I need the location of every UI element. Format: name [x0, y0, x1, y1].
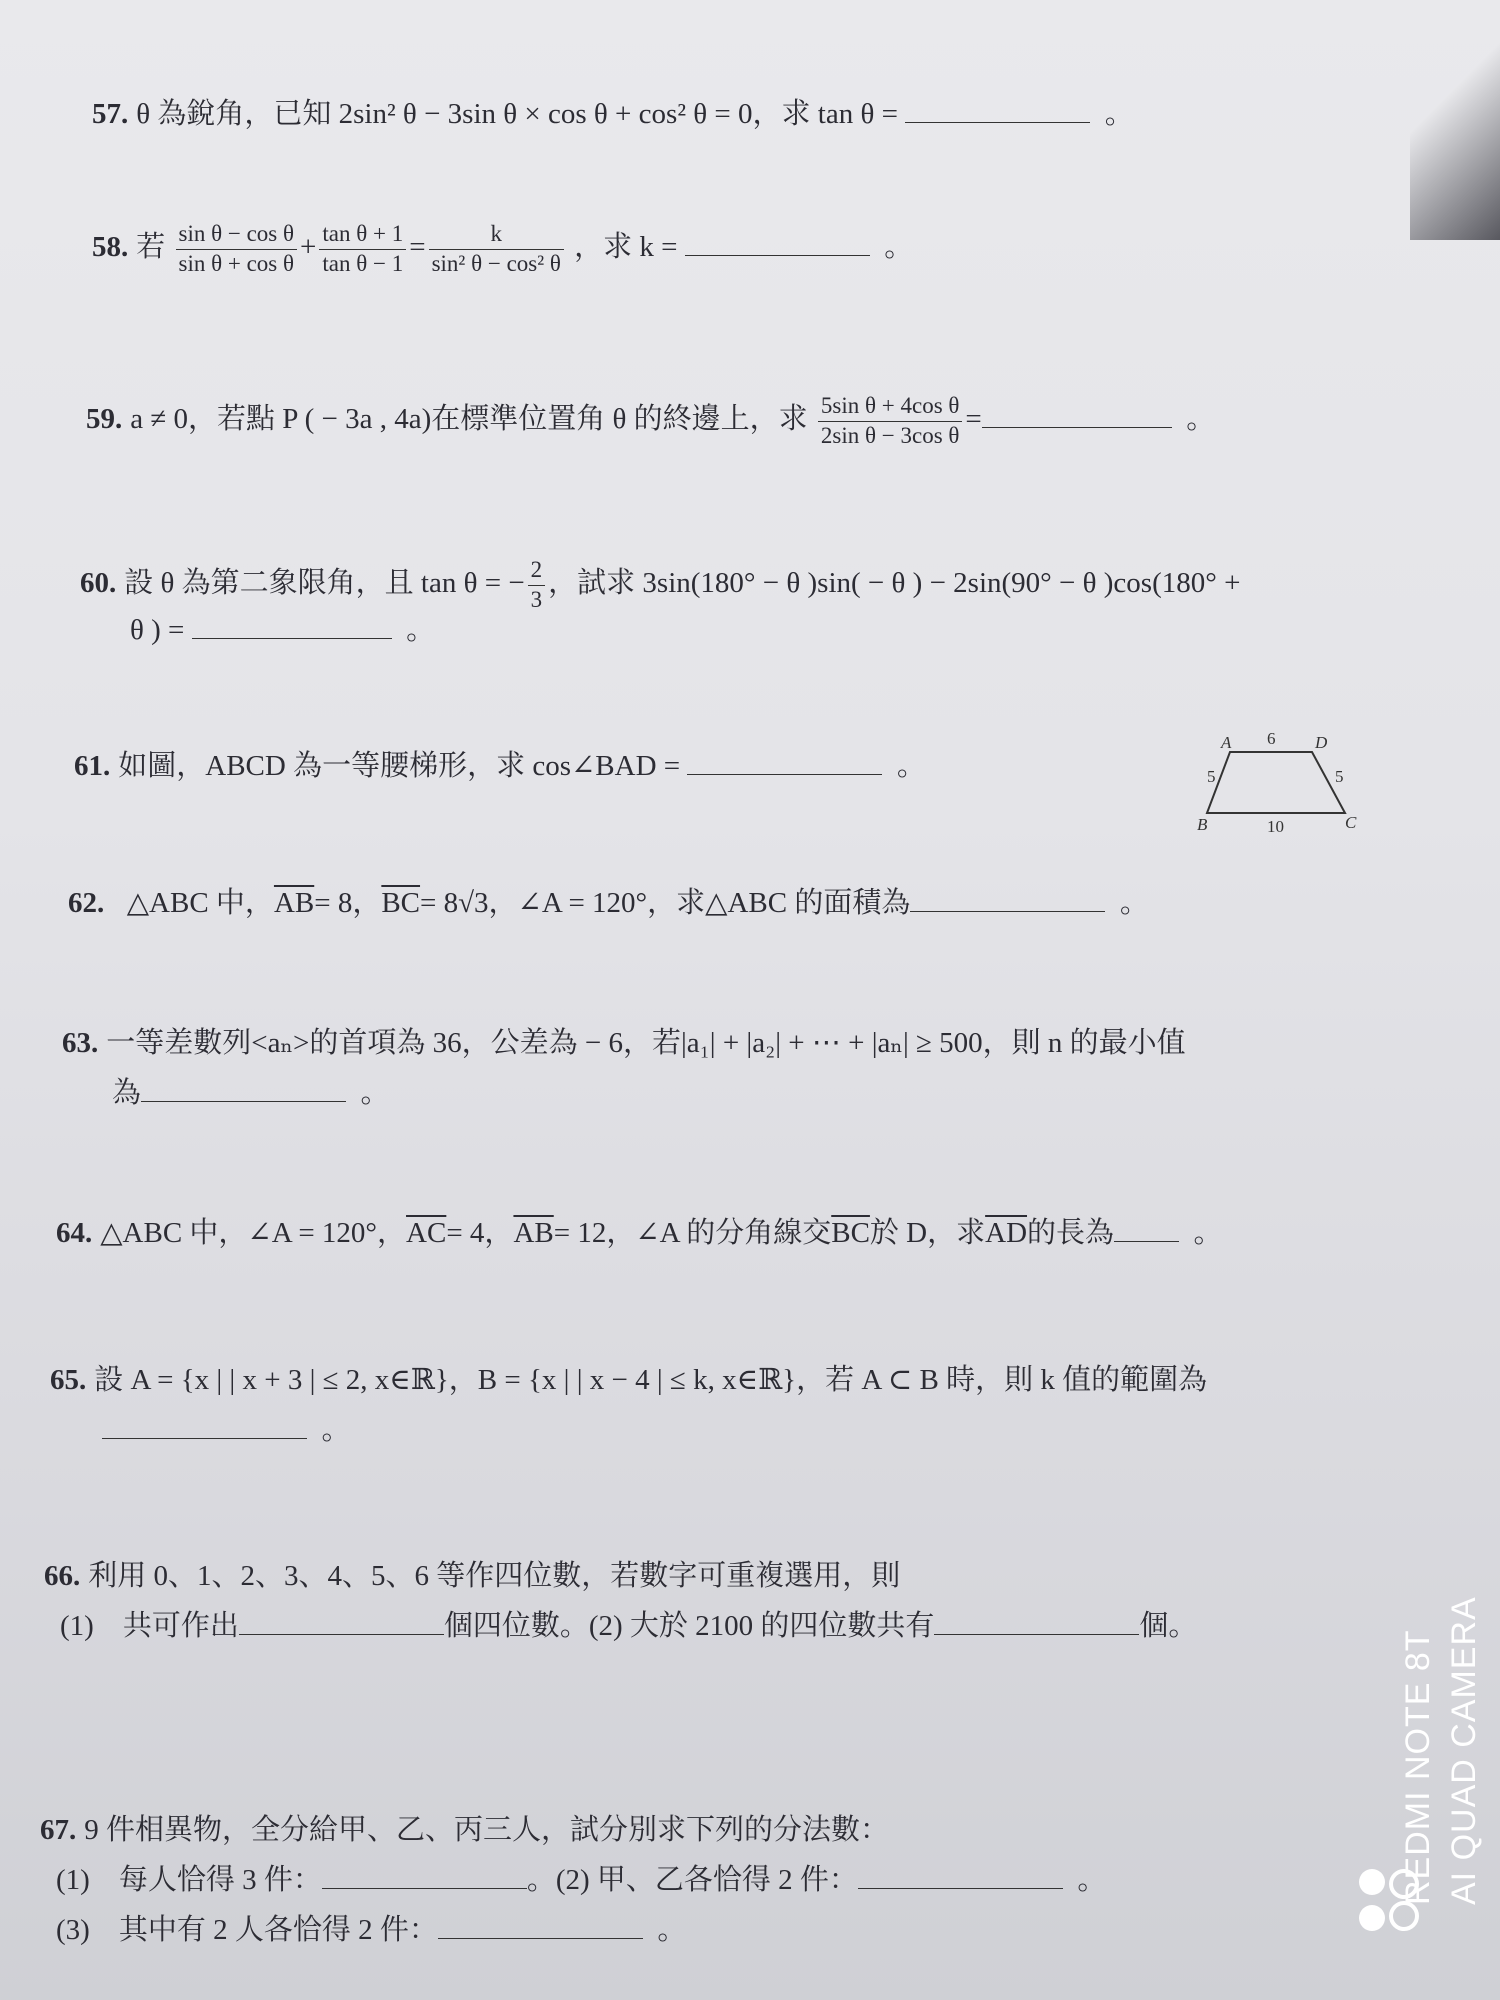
segment-ab: $\overline{AB}$ [513, 1217, 554, 1249]
question-number: 62. [68, 887, 105, 919]
question-number: 60. [80, 566, 117, 599]
equals-sign: = [409, 230, 426, 263]
question-text: △ABC 中，∠A = 120°， [100, 1217, 407, 1249]
fraction-denominator: 3 [530, 586, 543, 612]
period: 。 [896, 750, 926, 782]
question-65 [50, 1362, 1207, 1400]
vertex-d-label: D [1315, 733, 1328, 752]
question-number: 61. [74, 750, 111, 782]
answer-blank[interactable] [141, 1077, 346, 1102]
segment-ab-value: = 12，∠A 的分角線交 [553, 1217, 832, 1249]
fraction-denominator: sin² θ − cos² θ [431, 250, 561, 276]
plus-sign: + [300, 230, 317, 263]
answer-blank-2[interactable] [858, 1864, 1063, 1889]
question-text: 設 A = {x | | x + 3 | ≤ 2, x∈ℝ}，B = {x | | x − 4 | ≤ k, x∈ℝ}，若 A ⊂ B 時，則 k 值的範圍為 [94, 1364, 1208, 1396]
vertex-c-label: C [1345, 813, 1357, 832]
period: 。 [1119, 887, 1149, 919]
question-text: 設 θ 為第二象限角，且 tan θ = − [124, 566, 525, 599]
question-number: 57. [92, 98, 129, 130]
question-60-line2 [130, 612, 435, 650]
period: 。 [1193, 1217, 1223, 1249]
question-67-parts-1-2 [56, 1862, 1106, 1900]
fraction-numerator: tan θ + 1 [319, 220, 406, 250]
fraction-numerator: 2 [528, 556, 546, 586]
right-side-label: 5 [1335, 767, 1344, 786]
question-text: △ABC 中， [126, 887, 274, 919]
segment-ad: $\overline{AD}$ [985, 1217, 1028, 1249]
segment-bc-value: = 8√3，∠A = 120°，求△ABC 的面積為 [420, 887, 911, 919]
period: 。 [884, 230, 914, 263]
question-number: 67. [40, 1814, 77, 1846]
question-text-cont: ，試求 3sin(180° − θ )sin( − θ ) − 2sin(90° − θ )cos(180° + [548, 566, 1241, 599]
period: 。 [1186, 402, 1216, 435]
answer-blank-3[interactable] [438, 1914, 643, 1939]
question-59 [86, 392, 1215, 451]
fraction-numerator: k [429, 220, 564, 250]
fraction-numerator: sin θ − cos θ [176, 220, 298, 250]
question-65-line2 [102, 1412, 351, 1450]
question-64 [56, 1215, 1223, 1253]
question-67-part-3 [56, 1912, 686, 1950]
fraction-2 [319, 220, 406, 279]
question-number: 58. [92, 230, 129, 263]
fraction-1 [176, 220, 298, 279]
question-58 [92, 220, 913, 279]
part-1-label: (1) 每人恰得 3 件： [56, 1864, 322, 1896]
question-text: θ 為銳角，已知 2sin² θ − 3sin θ × cos θ + cos² θ = 0，求 tan θ = [136, 98, 906, 130]
question-number: 63. [62, 1027, 99, 1059]
part-3-label: (3) 其中有 2 人各恰得 2 件： [56, 1914, 438, 1946]
answer-blank[interactable] [687, 750, 882, 775]
fraction-denominator: sin θ + cos θ [178, 250, 295, 276]
part-2-label: 個四位數。(2) 大於 2100 的四位數共有 [443, 1610, 935, 1642]
vertex-b-label: B [1197, 815, 1208, 834]
period: 。 [1077, 1864, 1107, 1896]
unit-end: 個。 [1139, 1610, 1198, 1642]
left-side-label: 5 [1207, 767, 1216, 786]
question-text: ，求 k = [574, 230, 685, 263]
question-text: 如圖，ABCD 為一等腰梯形，求 cos∠BAD = [118, 750, 688, 782]
answer-blank[interactable] [102, 1414, 307, 1439]
answer-blank[interactable] [905, 98, 1090, 123]
question-text: 為 [112, 1077, 142, 1109]
question-text-mid: 於 D，求 [869, 1217, 986, 1249]
question-66-parts [60, 1608, 1197, 1646]
fraction-3 [429, 220, 564, 279]
question-62 [68, 885, 1149, 923]
period: 。 [360, 1077, 390, 1109]
question-number: 65. [50, 1364, 87, 1396]
period: 。 [321, 1414, 351, 1446]
answer-blank-1[interactable] [322, 1864, 527, 1889]
question-text: 9 件相異物，全分給甲、乙、丙三人，試分別求下列的分法數： [84, 1814, 890, 1846]
question-text: 利用 0、1、2、3、4、5、6 等作四位數，若數字可重複選用，則 [88, 1560, 901, 1592]
question-66 [44, 1558, 900, 1596]
segment-ab-value: = 8， [314, 887, 382, 919]
segment-ac: $\overline{AC}$ [406, 1217, 447, 1249]
question-63-line2 [112, 1075, 390, 1113]
segment-ab: $\overline{AB}$ [273, 887, 315, 919]
camera-watermark [1395, 1596, 1487, 1905]
fraction-denominator: 2sin θ − 3cos θ [820, 422, 960, 448]
top-side-label: 6 [1267, 729, 1276, 748]
question-67 [40, 1812, 889, 1850]
answer-blank[interactable] [910, 887, 1105, 912]
period: 。 [406, 614, 436, 646]
question-text: a ≠ 0，若點 P ( − 3a , 4a)在標準位置角 θ 的終邊上，求 [130, 402, 808, 435]
part-2-label: 。(2) 甲、乙各恰得 2 件： [526, 1864, 858, 1896]
question-number: 59. [86, 402, 123, 435]
equals-sign: = [965, 402, 982, 435]
question-61 [74, 748, 926, 786]
answer-blank[interactable] [982, 403, 1172, 428]
question-number: 64. [56, 1217, 93, 1249]
watermark-line-1: REDMI NOTE 8T [1399, 1629, 1437, 1905]
question-number: 66. [44, 1560, 81, 1592]
segment-ac-value: = 4， [446, 1217, 514, 1249]
trapezoid-diagram [1185, 728, 1370, 838]
question-text-post: 的長為 [1027, 1217, 1115, 1249]
part-1-label: (1) 共可作出 [60, 1610, 239, 1642]
fraction-denominator: tan θ − 1 [322, 250, 404, 276]
fraction [818, 392, 963, 451]
question-60 [80, 556, 1240, 615]
period: 。 [1104, 98, 1134, 130]
watermark-line-2: AI QUAD CAMERA [1445, 1596, 1483, 1905]
fraction-numerator: 5sin θ + 4cos θ [818, 392, 963, 422]
answer-blank-2[interactable] [934, 1610, 1139, 1635]
question-63 [62, 1025, 1186, 1063]
question-text: θ ) = [130, 614, 192, 646]
fraction [528, 556, 546, 615]
question-57 [92, 96, 1134, 134]
answer-blank-1[interactable] [239, 1610, 444, 1635]
answer-blank[interactable] [1114, 1217, 1179, 1242]
period: 。 [657, 1914, 687, 1946]
trapezoid-shape [1207, 752, 1345, 813]
question-text: 一等差數列<aₙ>的首項為 36，公差為 − 6，若|a₁| + |a₂| + ⋯ + |aₙ| ≥ 500，則 n 的最小值 [106, 1027, 1186, 1059]
answer-blank[interactable] [685, 231, 870, 256]
segment-bc: $\overline{BC}$ [381, 887, 421, 919]
bottom-side-label: 10 [1267, 817, 1284, 836]
vertex-a-label: A [1221, 733, 1232, 752]
page-corner-shadow [1410, 0, 1500, 240]
segment-bc: $\overline{BC}$ [831, 1217, 870, 1249]
question-prefix: 若 [136, 230, 166, 263]
answer-blank[interactable] [192, 614, 392, 639]
